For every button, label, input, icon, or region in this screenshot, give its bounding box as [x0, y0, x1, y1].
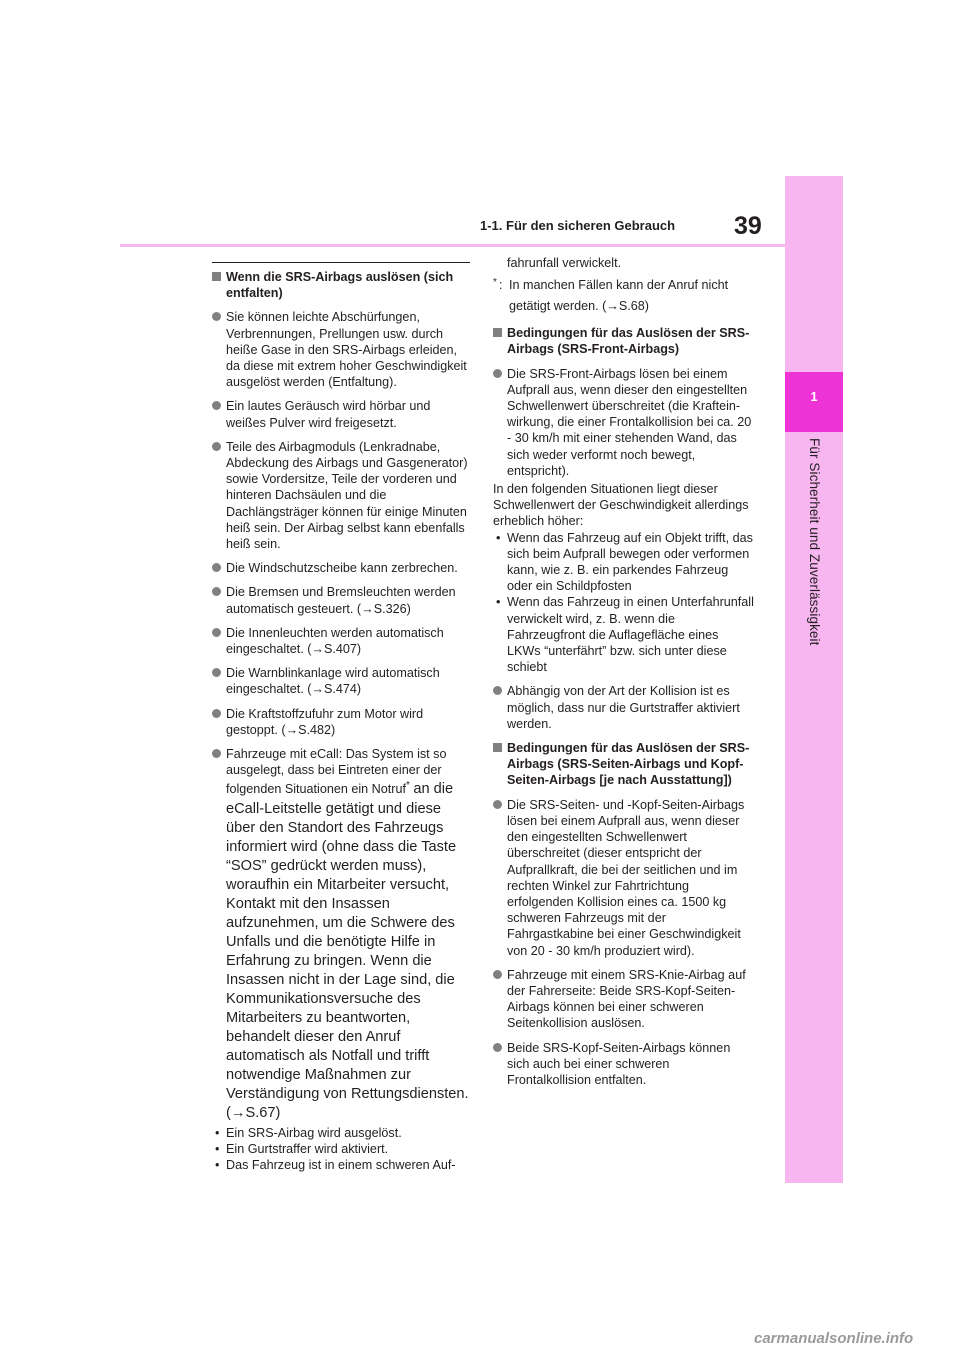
dot-bullet-icon: •	[496, 595, 501, 610]
round-bullet-icon	[493, 1043, 502, 1052]
square-bullet-icon	[493, 743, 502, 752]
item-text: Die Innenleuchten werden automatisch eingeschaltet. (→S.407)	[226, 625, 444, 657]
chapter-number: 1	[810, 389, 818, 404]
section-heading	[212, 269, 470, 301]
condition-text: Ein SRS-Airbag wird ausgelöst.	[226, 1125, 402, 1140]
page-number: 39	[734, 212, 762, 240]
square-bullet-icon	[493, 328, 502, 337]
list-item	[212, 439, 470, 552]
round-bullet-icon	[212, 587, 221, 596]
condition-item	[212, 1125, 470, 1141]
round-bullet-icon	[212, 401, 221, 410]
round-bullet-icon	[212, 312, 221, 321]
item-text: Die Bremsen und Bremsleuchten werden automatisch gesteuert. (→S.326)	[226, 585, 456, 616]
round-bullet-icon	[212, 668, 221, 677]
dot-bullet-icon: •	[215, 1141, 220, 1156]
continuation-text: fahrunfall verwickelt.	[507, 256, 622, 270]
condition-item	[212, 1157, 470, 1173]
round-bullet-icon	[493, 686, 502, 695]
section-heading	[493, 740, 755, 789]
section-header: 1-1. Für den sicheren Gebrauch	[480, 218, 676, 233]
item-text: Die SRS-Front-Airbags lösen bei einem Aufprall aus, wenn dieser den eingestellten Schwellenwert überschreitet (die Kraftein-wirkung, die einer Frontalkollision bei ca. 20 - 30 km/h mit einer stehenden Wand, das sich weder verformt noch bewegt, entspricht).	[507, 366, 752, 478]
footnote	[493, 275, 755, 317]
item-text: Sie können leichte Abschürfungen, Verbrennungen, Prellungen usw. durch heiße Gase in den SRS-Airbags erleiden, da diese mit extrem hoher Geschwindigkeit ausgelöst werden (Entfaltung).	[226, 310, 467, 390]
list-item	[493, 683, 755, 732]
list-item	[212, 584, 470, 616]
list-item	[493, 797, 755, 959]
round-bullet-icon	[212, 749, 221, 758]
header-rule	[120, 244, 785, 247]
condition-text: Das Fahrzeug ist in einem schweren Auf-	[226, 1158, 456, 1173]
item-text: Die Kraftstoffzufuhr zum Motor wird gestoppt. (→S.482)	[226, 706, 424, 737]
footnote-star: *	[493, 277, 497, 289]
ecall-large-text: an die eCall-Leitstelle getätigt und diese über den Standort des Fahrzeugs informiert wird (ohne dass die Taste “SOS” gedrückt werden muss), woraufhin ein Mitarbeiter versucht, Kontakt mit den Insassen aufzunehmen, um die Schwere des Unfalls und die benötigte Hilfe in Erfahrung zu bringen. Wenn die Insassen nicht in der Lage sind, die Kommunikationsversuche des Mitarbeiters zu beantworten, behandelt dieser den Anruf automatisch als Notfall und trifft notwendige Maßnahmen zur Verständigung von Rettungsdiensten.	[226, 781, 469, 1102]
item-text: Beide SRS-Kopf-Seiten-Airbags können sich auch bei einer schweren Frontalkollision entfalten.	[507, 1040, 731, 1087]
item-text: Ein lautes Geräusch wird hörbar und weißes Pulver wird freigesetzt.	[226, 399, 431, 430]
heading-text: Bedingungen für das Auslösen der SRS-Airbags (SRS-Front-Airbags)	[507, 326, 750, 357]
footnote-text: In manchen Fällen kann der Anruf nicht getätigt werden. (→S.68)	[509, 278, 729, 314]
page-reference-link[interactable]: (→S.67)	[226, 1104, 281, 1121]
round-bullet-icon	[212, 442, 221, 451]
ecall-item	[212, 746, 470, 1123]
list-item	[212, 398, 470, 430]
item-text: Die Warnblinkanlage wird automatisch eingeschaltet. (→S.474)	[226, 666, 440, 697]
list-item	[212, 625, 470, 657]
dot-bullet-icon: •	[496, 530, 501, 545]
round-bullet-icon	[493, 369, 502, 378]
item-text: Die SRS-Seiten- und -Kopf-Seiten-Airbags lösen bei einem Aufprall aus, wenn dieser den eingestellten Schwellenwert überschreitet (dieser entspricht der Aufprallkraft, die bei der seitlichen und im rechten Winkel zur Fahrtrichtung erfolgenden Kollision eines ca. 1500 kg schweren Fahrzeugs mit der Fahrgastkabine bei einer Geschwindigkeit von 20 - 30 km/h produziert wird).	[507, 797, 745, 958]
ecall-small-text: Fahrzeuge mit eCall: Das System ist so ausgelegt, dass bei Eintreten einer der folgenden Situationen ein Notruf	[226, 747, 447, 797]
list-item	[493, 967, 755, 1032]
list-item	[493, 1040, 755, 1089]
item-text: Teile des Airbagmoduls (Lenkradnabe, Abdeckung des Airbags und Gasgenerator) sowie Vordersitze, Teile der vorderen und hinteren Dachsäulen und die Dachlängsträger können für einige Minuten heiß sein. Der Airbag selbst kann ebenfalls heiß sein.	[226, 439, 468, 552]
right-column	[493, 255, 755, 1096]
list-item	[212, 706, 470, 738]
situation-text: Wenn das Fahrzeug in einen Unterfahrunfall verwickelt wird, z. B. wenn die Fahrzeugfront die Auflagefläche eines LKWs “unterfährt” bzw. sich unter diese schiebt	[507, 595, 754, 675]
chapter-title: Für Sicherheit und Zuverlässigkeit	[807, 438, 822, 646]
round-bullet-icon	[212, 563, 221, 572]
situation-item	[493, 530, 755, 595]
dot-bullet-icon: •	[215, 1158, 220, 1173]
heading-text: Bedingungen für das Auslösen der SRS-Airbags (SRS-Seiten-Airbags und Kopf-Seiten-Airbags [je nach Ausstattung])	[507, 741, 750, 788]
square-bullet-icon	[212, 272, 221, 281]
item-text: Die Windschutzscheibe kann zerbrechen.	[226, 561, 458, 576]
list-item	[212, 560, 470, 576]
round-bullet-icon	[212, 628, 221, 637]
paragraph: In den folgenden Situationen liegt dieser Schwellenwert der Geschwindigkeit allerdings erheblich höher:	[493, 482, 749, 529]
section-heading	[493, 325, 755, 357]
round-bullet-icon	[493, 970, 502, 979]
list-item	[212, 309, 470, 390]
list-item	[493, 366, 755, 479]
item-text: Abhängig von der Art der Kollision ist es möglich, dass nur die Gurtstraffer aktiviert werden.	[507, 684, 740, 731]
watermark: carmanualsonline.info	[754, 1330, 914, 1347]
footnote-marker: *	[405, 780, 410, 792]
situation-item	[493, 594, 755, 675]
situation-text: Wenn das Fahrzeug auf ein Objekt trifft, das sich beim Aufprall bewegen oder verformen kann, wie z. B. ein parkendes Fahrzeug oder ein Schildpfosten	[507, 530, 753, 594]
heading-text: Wenn die SRS-Airbags auslösen (sich entfalten)	[226, 270, 454, 301]
condition-text: Ein Gurtstraffer wird aktiviert.	[226, 1141, 389, 1156]
condition-item	[212, 1141, 470, 1157]
left-column	[212, 262, 470, 1173]
round-bullet-icon	[493, 800, 502, 809]
item-text: Fahrzeuge mit einem SRS-Knie-Airbag auf der Fahrerseite: Beide SRS-Kopf-Seiten-Airbags können bei einer schweren Seitenkollision auslösen.	[507, 967, 746, 1031]
column-rule	[212, 262, 470, 263]
footnote-colon: :	[499, 278, 503, 293]
dot-bullet-icon: •	[215, 1125, 220, 1140]
list-item	[212, 665, 470, 697]
round-bullet-icon	[212, 709, 221, 718]
